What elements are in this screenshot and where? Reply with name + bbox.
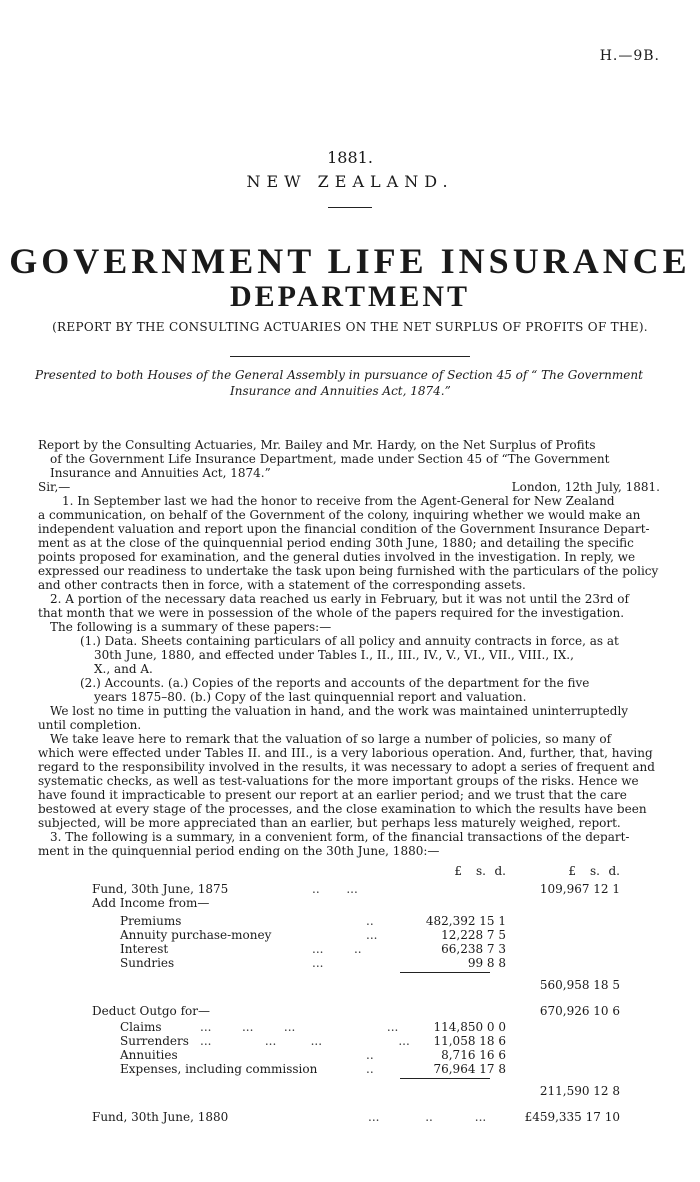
account-heading: Add Income from— bbox=[92, 896, 210, 910]
col-header-pence: d. bbox=[494, 864, 506, 878]
account-amount: 114,850 0 0 bbox=[433, 1020, 506, 1034]
leader-dots: .. ... bbox=[312, 882, 358, 896]
document-subtitle: (REPORT BY THE CONSULTING ACTUARIES ON THE NET SURPLUS OF PROFITS OF THE). bbox=[52, 320, 648, 334]
account-amount: 99 8 8 bbox=[467, 956, 506, 970]
col-header-pounds: £ bbox=[454, 864, 462, 878]
paragraph-line: expressed our readiness to undertake the task upon being furnished with the particulars of the policy bbox=[38, 564, 659, 578]
account-label: Interest bbox=[120, 942, 169, 956]
account-row bbox=[0, 1004, 480, 1018]
account-row bbox=[0, 1110, 700, 1124]
paragraph-line: 1. In September last we had the honor to receive from the Agent-General for New Zealand bbox=[62, 494, 615, 508]
report-heading-line: Insurance and Annuities Act, 1874.” bbox=[50, 466, 271, 480]
presented-note-line1: Presented to both Houses of the General Assembly in pursuance of Section 45 of “ The Government bbox=[35, 368, 643, 382]
account-amount: 66,238 7 3 bbox=[441, 942, 506, 956]
account-amount: 76,964 17 8 bbox=[433, 1062, 506, 1076]
divider bbox=[328, 207, 372, 208]
masthead-year: 1881. bbox=[327, 148, 373, 167]
account-amount: 109,967 12 1 bbox=[539, 882, 620, 896]
place-date: London, 12th July, 1881. bbox=[511, 480, 660, 494]
paragraph-line: 3. The following is a summary, in a convenient form, of the financial transactions of the depart- bbox=[50, 830, 630, 844]
account-row bbox=[0, 942, 700, 956]
sum-rule bbox=[400, 972, 490, 973]
divider bbox=[230, 356, 470, 357]
report-heading-line: Report by the Consulting Actuaries, Mr. Bailey and Mr. Hardy, on the Net Surplus of Profits bbox=[38, 438, 596, 452]
account-label: Annuities bbox=[120, 1048, 178, 1062]
presented-note-line2: Insurance and Annuities Act, 1874.” bbox=[230, 384, 451, 398]
account-amount: 12,228 7 5 bbox=[441, 928, 506, 942]
account-row bbox=[0, 896, 700, 910]
paragraph-line: regard to the responsibility involved in the results, it was necessary to adopt a series of frequent and bbox=[38, 760, 655, 774]
leader-dots: ... ... ... ... bbox=[200, 1020, 399, 1034]
account-amount: £459,335 17 10 bbox=[524, 1110, 620, 1124]
account-row bbox=[0, 928, 700, 942]
salutation: Sir,— bbox=[38, 480, 71, 494]
leader-dots: ... bbox=[366, 928, 378, 942]
account-amount: 670,926 10 6 bbox=[539, 1004, 620, 1018]
report-heading-line: of the Government Life Insurance Department, made under Section 45 of “The Government bbox=[50, 452, 610, 466]
account-label: Annuity purchase-money bbox=[120, 928, 272, 942]
paragraph-line: 30th June, 1880, and effected under Tables I., II., III., IV., V., VI., VII., VIII., IX., bbox=[94, 648, 574, 662]
paragraph-line: and other contracts then in force, with a statement of the corresponding assets. bbox=[38, 578, 526, 592]
account-row bbox=[0, 914, 700, 928]
account-label: Claims bbox=[120, 1020, 162, 1034]
col-header-pounds: £ bbox=[568, 864, 576, 878]
paragraph-line: independent valuation and report upon the financial condition of the Government Insurance Depart- bbox=[38, 522, 650, 536]
col-header-shillings: s. bbox=[590, 864, 600, 878]
paragraph-line: systematic checks, as well as test-valuations for the more important groups of the risks. Hence we bbox=[38, 774, 639, 788]
page-reference: H.—9B. bbox=[599, 48, 660, 64]
paragraph-line: (1.) Data. Sheets containing particulars of all policy and annuity contracts in force, as at bbox=[80, 634, 619, 648]
paragraph-line: points proposed for examination, and the general duties involved in the investigation. In reply, we bbox=[38, 550, 636, 564]
account-label: Fund, 30th June, 1880 bbox=[92, 1110, 229, 1124]
col-header-pence: d. bbox=[608, 864, 620, 878]
account-amount: 560,958 18 5 bbox=[539, 978, 620, 992]
leader-dots: ... ... ... ... bbox=[200, 1034, 410, 1048]
paragraph-line: The following is a summary of these papers:— bbox=[50, 620, 332, 634]
paragraph-line: have found it impracticable to present our report at an earlier period; and we trust that the care bbox=[38, 788, 627, 802]
sum-rule bbox=[400, 1078, 490, 1079]
account-label: Sundries bbox=[120, 956, 175, 970]
account-row bbox=[0, 956, 700, 970]
paragraph-line: bestowed at every stage of the processes, and the close examination to which the results have been bbox=[38, 802, 647, 816]
paragraph-line: years 1875–80. (b.) Copy of the last quinquennial report and valuation. bbox=[94, 690, 527, 704]
account-row bbox=[0, 1048, 700, 1062]
account-label: Fund, 30th June, 1875 bbox=[92, 882, 229, 896]
paragraph-line: ment in the quinquennial period ending on the 30th June, 1880:— bbox=[38, 844, 440, 858]
document-title-line2: DEPARTMENT bbox=[229, 280, 471, 313]
paragraph-line: (2.) Accounts. (a.) Copies of the reports and accounts of the department for the five bbox=[80, 676, 590, 690]
document-title-line1: GOVERNMENT LIFE INSURANCE bbox=[9, 241, 691, 281]
account-label: Premiums bbox=[120, 914, 182, 928]
paragraph-line: We lost no time in putting the valuation in hand, and the work was maintained uninterruptedly bbox=[50, 704, 629, 718]
paragraph-line: which were effected under Tables II. and III., is a very laborious operation. And, further, that, having bbox=[38, 746, 653, 760]
masthead-country: NEW ZEALAND. bbox=[246, 172, 454, 191]
account-row bbox=[0, 882, 700, 896]
paragraph-line: We take leave here to remark that the valuation of so large a number of policies, so many of bbox=[50, 732, 612, 746]
paragraph-line: X., and A. bbox=[94, 662, 153, 676]
paragraph-line: that month that we were in possession of the whole of the papers required for the investigation. bbox=[38, 606, 625, 620]
account-amount: 8,716 16 6 bbox=[441, 1048, 506, 1062]
leader-dots: .. bbox=[366, 1062, 374, 1076]
leader-dots: .. bbox=[366, 914, 374, 928]
account-row bbox=[0, 1020, 700, 1034]
account-amount: 211,590 12 8 bbox=[539, 1084, 620, 1098]
account-amount: 482,392 15 1 bbox=[425, 914, 506, 928]
col-header-shillings: s. bbox=[476, 864, 486, 878]
account-row bbox=[0, 1034, 700, 1048]
account-row bbox=[0, 1084, 700, 1098]
report-body bbox=[38, 438, 660, 858]
leader-dots: ... bbox=[312, 956, 324, 970]
account-row bbox=[0, 978, 700, 992]
paragraph-line: ment as at the close of the quinquennial period ending 30th June, 1880; and detailing the specific bbox=[38, 536, 634, 550]
account-label: Expenses, including commission bbox=[120, 1062, 318, 1076]
leader-dots: ... .. bbox=[312, 942, 362, 956]
leader-dots: .. bbox=[366, 1048, 374, 1062]
paragraph-line: until completion. bbox=[38, 718, 142, 732]
paragraph-line: 2. A portion of the necessary data reached us early in February, but it was not until the 23rd of bbox=[50, 592, 629, 606]
account-heading: Deduct Outgo for— bbox=[92, 1004, 211, 1018]
account-amount: 11,058 18 6 bbox=[433, 1034, 506, 1048]
paragraph-line: subjected, will be more appreciated than an earlier, but perhaps less maturely weighed, report. bbox=[38, 816, 621, 830]
leader-dots: ... .. ... bbox=[368, 1110, 487, 1124]
account-header-row bbox=[0, 864, 700, 878]
account-label: Surrenders bbox=[120, 1034, 189, 1048]
paragraph-line: a communication, on behalf of the Government of the colony, inquiring whether we would make an bbox=[38, 508, 641, 522]
account-row bbox=[0, 1062, 700, 1076]
